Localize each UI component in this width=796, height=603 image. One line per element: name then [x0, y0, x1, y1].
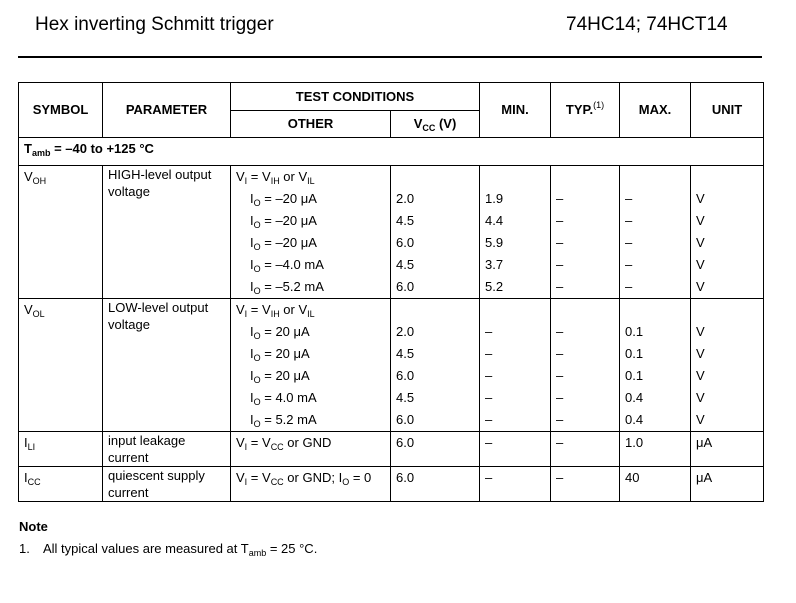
- condition-header: [236, 299, 385, 321]
- document-title: Hex inverting Schmitt trigger: [35, 14, 274, 35]
- min-value: –: [485, 368, 493, 383]
- typ-value: –: [556, 235, 564, 250]
- io-sub: O: [253, 286, 261, 296]
- min-value: –: [485, 324, 493, 339]
- io-sub: O: [253, 375, 261, 385]
- vcc-value: 4.5: [396, 257, 415, 272]
- symbol-main: I: [24, 470, 28, 485]
- min-value: –: [485, 346, 493, 361]
- typ-value: –: [556, 191, 564, 206]
- footnote-text: All typical values are measured at T: [43, 541, 249, 556]
- cond-text: V: [236, 470, 245, 485]
- vcc-value: 4.5: [396, 390, 415, 405]
- condition-line: [236, 343, 385, 365]
- cond-text: or GND: [283, 435, 332, 450]
- parameter-voh: HIGH-level output voltage: [103, 166, 231, 299]
- max-value: 0.4: [625, 390, 644, 405]
- table-row-ili: [19, 432, 764, 467]
- min-value: –: [485, 390, 493, 405]
- io-value: = 4.0 mA: [260, 390, 317, 405]
- col-header-unit: UNIT: [691, 83, 764, 138]
- min-ili: –: [480, 432, 551, 467]
- condition-line: [236, 210, 385, 232]
- min-value: 1.9: [485, 191, 504, 206]
- col-header-max: MAX.: [620, 83, 691, 138]
- typ-label: TYP.: [565, 102, 594, 117]
- cond-sub: IL: [307, 176, 315, 186]
- typ-value: –: [556, 346, 564, 361]
- tamb-label: T: [24, 141, 32, 156]
- symbol-ili: [19, 432, 103, 467]
- max-voh: [620, 166, 691, 299]
- cond-text: = V: [247, 302, 271, 317]
- typ-value: –: [556, 213, 564, 228]
- typ-ili: –: [551, 432, 620, 467]
- header-divider: [18, 56, 762, 58]
- conditions-icc: [231, 467, 391, 502]
- unit-value: V: [696, 235, 705, 250]
- io-label: I: [250, 368, 254, 383]
- min-value: 5.9: [485, 235, 504, 250]
- max-value: –: [625, 235, 633, 250]
- min-vol: [480, 299, 551, 432]
- symbol-voh: [19, 166, 103, 299]
- min-value: 4.4: [485, 213, 504, 228]
- footnote-number: 1.: [19, 541, 30, 556]
- io-value: = –4.0 mA: [260, 257, 324, 272]
- conditions-voh: [231, 166, 391, 299]
- vcc-ili: 6.0: [391, 432, 480, 467]
- parameter-vol: LOW-level output voltage: [103, 299, 231, 432]
- cond-text: = V: [247, 435, 271, 450]
- unit-ili: μA: [691, 432, 764, 467]
- cond-sub: IL: [307, 309, 315, 319]
- cond-text: = 0: [349, 470, 372, 485]
- col-header-other: OTHER: [231, 111, 391, 138]
- typ-voh: [551, 166, 620, 299]
- typ-value: –: [556, 368, 564, 383]
- parameter-ili: input leakage current: [103, 432, 231, 467]
- unit-value: V: [696, 412, 705, 427]
- symbol-main: V: [24, 169, 33, 184]
- col-header-test-conditions: TEST CONDITIONS: [231, 83, 480, 111]
- typ-value: –: [556, 390, 564, 405]
- io-value: = –20 μA: [260, 213, 317, 228]
- io-label: I: [250, 213, 254, 228]
- cond-text: or V: [279, 302, 308, 317]
- ambient-temperature-condition: [19, 138, 764, 166]
- vcc-value: 6.0: [396, 412, 415, 427]
- col-header-min: MIN.: [480, 83, 551, 138]
- vcc-label: V: [413, 116, 423, 131]
- condition-header: [236, 467, 388, 489]
- max-value: –: [625, 213, 633, 228]
- cond-text: = V: [247, 470, 271, 485]
- vcc-value: 6.0: [396, 279, 415, 294]
- condition-row: [19, 138, 764, 166]
- io-sub: O: [253, 198, 261, 208]
- typ-value: –: [556, 324, 564, 339]
- vcc-value: 6.0: [396, 235, 415, 250]
- cond-text: or GND; I: [283, 470, 343, 485]
- condition-line: [236, 321, 385, 343]
- cond-sub: O: [342, 477, 350, 487]
- io-sub: O: [253, 220, 261, 230]
- condition-header: [236, 166, 385, 188]
- io-sub: O: [253, 419, 261, 429]
- min-value: –: [485, 412, 493, 427]
- io-value: = 5.2 mA: [260, 412, 317, 427]
- max-icc: 40: [620, 467, 691, 502]
- typ-value: –: [556, 412, 564, 427]
- cond-sub: I: [244, 309, 248, 319]
- vcc-value: 4.5: [396, 346, 415, 361]
- typ-footnote-ref: (1): [593, 100, 605, 110]
- typ-icc: –: [551, 467, 620, 502]
- cond-text: V: [236, 435, 245, 450]
- cond-sub: CC: [270, 477, 284, 487]
- max-value: 0.1: [625, 368, 644, 383]
- unit-icc: μA: [691, 467, 764, 502]
- vcc-vol: [391, 299, 480, 432]
- table-row-voh: [19, 166, 764, 299]
- conditions-ili: [231, 432, 391, 467]
- cond-sub: I: [244, 176, 248, 186]
- unit-value: V: [696, 390, 705, 405]
- unit-vol: [691, 299, 764, 432]
- unit-value: V: [696, 346, 705, 361]
- conditions-vol: [231, 299, 391, 432]
- symbol-vol: [19, 299, 103, 432]
- symbol-subscript: OH: [32, 176, 47, 186]
- tamb-range: = –40 to +125 °C: [50, 141, 154, 156]
- vcc-value: 2.0: [396, 191, 415, 206]
- unit-value: V: [696, 368, 705, 383]
- part-number: 74HC14; 74HCT14: [566, 14, 728, 35]
- io-sub: O: [253, 397, 261, 407]
- condition-line: [236, 387, 385, 409]
- max-vol: [620, 299, 691, 432]
- io-value: = 20 μA: [260, 324, 310, 339]
- symbol-subscript: OL: [32, 309, 45, 319]
- cond-sub: IH: [270, 309, 280, 319]
- typ-value: –: [556, 279, 564, 294]
- io-label: I: [250, 390, 254, 405]
- unit-value: V: [696, 257, 705, 272]
- cond-text: V: [236, 302, 245, 317]
- vcc-value: 4.5: [396, 213, 415, 228]
- max-value: –: [625, 257, 633, 272]
- symbol-icc: [19, 467, 103, 502]
- io-value: = –20 μA: [260, 191, 317, 206]
- vcc-icc: 6.0: [391, 467, 480, 502]
- condition-line: [236, 409, 385, 431]
- max-ili: 1.0: [620, 432, 691, 467]
- io-sub: O: [253, 353, 261, 363]
- vcc-voh: [391, 166, 480, 299]
- note-heading: Note: [19, 519, 48, 534]
- vcc-unit: (V): [435, 116, 457, 131]
- vcc-subscript: CC: [422, 123, 436, 133]
- table-row-icc: [19, 467, 764, 502]
- cond-sub: IH: [270, 176, 280, 186]
- unit-value: V: [696, 191, 705, 206]
- condition-line: [236, 276, 385, 298]
- unit-voh: [691, 166, 764, 299]
- min-value: 5.2: [485, 279, 504, 294]
- max-value: 0.1: [625, 324, 644, 339]
- symbol-subscript: LI: [27, 442, 36, 452]
- typ-value: –: [556, 257, 564, 272]
- io-sub: O: [253, 242, 261, 252]
- max-value: 0.4: [625, 412, 644, 427]
- cond-sub: I: [244, 442, 248, 452]
- max-value: –: [625, 279, 633, 294]
- footnote-text-end: = 25 °C.: [266, 541, 318, 556]
- io-label: I: [250, 412, 254, 427]
- cond-text: or V: [279, 169, 308, 184]
- io-label: I: [250, 279, 254, 294]
- footnote-1: [19, 541, 317, 556]
- io-label: I: [250, 257, 254, 272]
- cond-text: V: [236, 169, 245, 184]
- unit-value: V: [696, 279, 705, 294]
- header-row-1: [19, 83, 764, 111]
- max-value: –: [625, 191, 633, 206]
- io-label: I: [250, 191, 254, 206]
- io-sub: O: [253, 331, 261, 341]
- unit-value: V: [696, 213, 705, 228]
- col-header-parameter: PARAMETER: [103, 83, 231, 138]
- tamb-subscript: amb: [31, 148, 51, 158]
- symbol-main: I: [24, 435, 28, 450]
- symbol-subscript: CC: [27, 477, 41, 487]
- table-row-vol: [19, 299, 764, 432]
- io-label: I: [250, 235, 254, 250]
- io-value: = 20 μA: [260, 346, 310, 361]
- min-icc: –: [480, 467, 551, 502]
- parameter-icc: quiescent supply current: [103, 467, 231, 502]
- io-value: = 20 μA: [260, 368, 310, 383]
- min-voh: [480, 166, 551, 299]
- symbol-main: V: [24, 302, 33, 317]
- unit-value: V: [696, 324, 705, 339]
- condition-header: [236, 432, 385, 454]
- io-sub: O: [253, 264, 261, 274]
- col-header-vcc: [391, 111, 480, 138]
- cond-sub: I: [244, 477, 248, 487]
- io-value: = –5.2 mA: [260, 279, 324, 294]
- min-value: 3.7: [485, 257, 504, 272]
- col-header-typ: [551, 83, 620, 138]
- condition-line: [236, 232, 385, 254]
- col-header-symbol: SYMBOL: [19, 83, 103, 138]
- io-value: = –20 μA: [260, 235, 317, 250]
- condition-line: [236, 188, 385, 210]
- vcc-value: 2.0: [396, 324, 415, 339]
- cond-sub: CC: [270, 442, 284, 452]
- typ-vol: [551, 299, 620, 432]
- io-label: I: [250, 346, 254, 361]
- footnote-subscript: amb: [248, 548, 267, 558]
- cond-text: = V: [247, 169, 271, 184]
- condition-line: [236, 365, 385, 387]
- characteristics-table: [18, 82, 764, 502]
- max-value: 0.1: [625, 346, 644, 361]
- condition-line: [236, 254, 385, 276]
- io-label: I: [250, 324, 254, 339]
- vcc-value: 6.0: [396, 368, 415, 383]
